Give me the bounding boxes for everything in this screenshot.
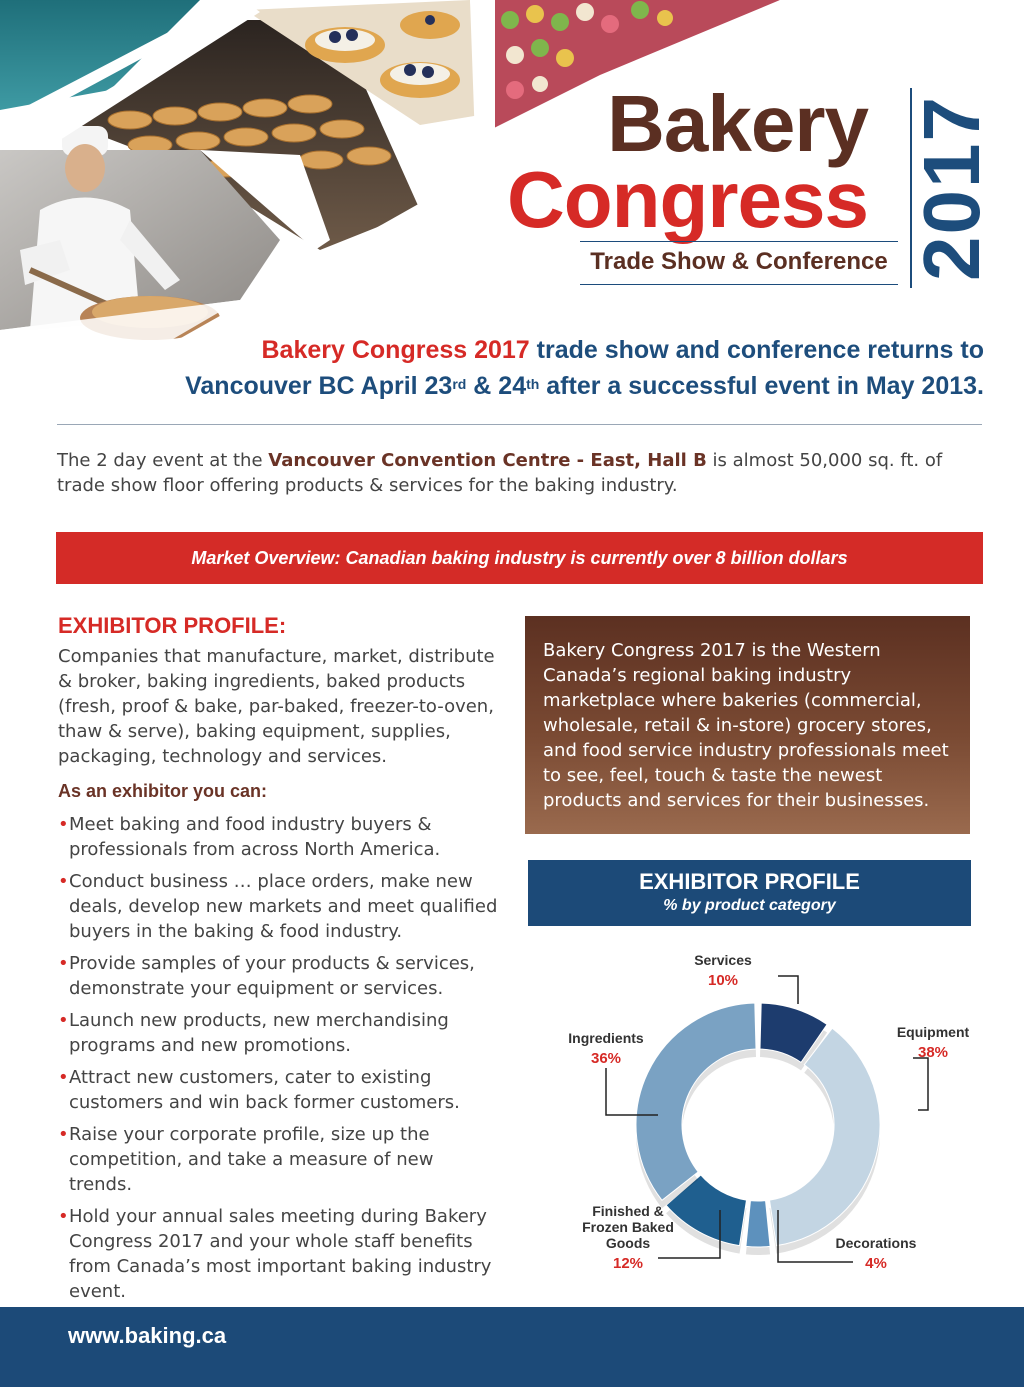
- chart-title: EXHIBITOR PROFILE: [639, 869, 860, 894]
- footer-bar: [0, 1307, 1024, 1387]
- headline-line-2: [124, 368, 984, 404]
- value-label: 12%: [612, 1255, 644, 1272]
- exhibitor-profile-donut-chart: [528, 940, 988, 1290]
- headline-sup-rd: rd: [452, 376, 467, 392]
- category-label: Finished &: [592, 1203, 664, 1219]
- exhibitor-profile-heading: EXHIBITOR PROFILE:: [58, 613, 287, 638]
- category-label: Goods: [605, 1235, 651, 1251]
- headline-line2-end: after a successful event in May 2013.: [539, 372, 984, 400]
- donut-slice-decorations: [746, 1201, 770, 1247]
- list-item-text: Launch new products, new merchandising programs and new promotions.: [69, 1010, 449, 1056]
- list-item: [58, 1122, 498, 1197]
- bullet-icon: •: [58, 1010, 69, 1031]
- list-item: [58, 869, 498, 944]
- bullet-icon: •: [58, 814, 69, 835]
- intro-suffix: is almost 50,000 sq. ft. of trade show floor offering products & services for the baking industry.: [57, 450, 943, 496]
- headline-date-amp: & 24: [466, 372, 527, 400]
- headline-date-start: Vancouver BC April 23: [185, 372, 453, 400]
- category-label: Decorations: [835, 1235, 917, 1251]
- chart-header-box: [528, 860, 971, 926]
- exhibitor-description: Companies that manufacture, market, distribute & broker, baking ingredients, baked products (fresh, proof & bake, par-baked, freezer-to-oven, thaw & serve), baking equipment, supplies, packaging, technology and services.: [58, 646, 495, 767]
- chart-subtitle: % by product category: [663, 897, 836, 914]
- list-item-text: Conduct business … place orders, make new deals, develop new markets and meet qualified buyers in the baking & food industry.: [69, 871, 498, 942]
- list-item-text: Provide samples of your products & services, demonstrate your equipment or services.: [69, 953, 475, 999]
- list-item-text: Hold your annual sales meeting during Bakery Congress 2017 and your whole staff benefits from Canada’s most important baking industry event.: [69, 1206, 492, 1302]
- headline-divider: [57, 424, 982, 425]
- category-label: Equipment: [896, 1024, 970, 1040]
- list-item: [58, 812, 498, 862]
- category-label: Services: [694, 952, 752, 968]
- list-item-text: Meet baking and food industry buyers & professionals from across North America.: [69, 814, 441, 860]
- value-label: 38%: [917, 1044, 949, 1061]
- title-divider-top: [580, 241, 898, 242]
- title-year: 2017: [907, 95, 996, 281]
- bullet-icon: •: [58, 1206, 69, 1227]
- list-item-text: Raise your corporate profile, size up the competition, and take a measure of new trends.: [69, 1124, 434, 1195]
- list-item: [58, 1008, 498, 1058]
- list-item-text: Attract new customers, cater to existing customers and win back former customers.: [69, 1067, 460, 1113]
- list-item: [58, 1204, 498, 1304]
- exhibitor-benefits-heading: As an exhibitor you can:: [58, 781, 268, 801]
- headline-line-1: [124, 332, 984, 368]
- list-item: [58, 1065, 498, 1115]
- intro-prefix: The 2 day event at the: [57, 450, 269, 471]
- donut-slice-ingredients: [636, 1003, 756, 1200]
- list-item: [58, 951, 498, 1001]
- value-label: 4%: [865, 1255, 887, 1272]
- value-label: 36%: [590, 1050, 622, 1067]
- title-congress: Congress: [507, 155, 868, 244]
- about-box: Bakery Congress 2017 is the Western Canada’s regional baking industry marketplace where bakeries (commercial, wholesale, retail & in-store) grocery stores, and food service industry professionals meet to see, feel, touch & taste the newest products and services for their businesses.: [525, 616, 970, 834]
- intro-paragraph: [57, 448, 987, 498]
- leader-line: [913, 1058, 928, 1110]
- bullet-icon: •: [58, 1124, 69, 1145]
- headline-line1-text: trade show and conference returns to: [536, 336, 984, 364]
- headline-event-name: Bakery Congress 2017: [261, 336, 530, 364]
- category-label: Frozen Baked: [582, 1219, 674, 1235]
- bullet-icon: •: [58, 953, 69, 974]
- category-label: Ingredients: [568, 1030, 644, 1046]
- title-block: [480, 70, 1000, 300]
- headline: [124, 332, 984, 404]
- market-overview-banner: Market Overview: Canadian baking industry is currently over 8 billion dollars: [56, 532, 983, 584]
- bullet-icon: •: [58, 1067, 69, 1088]
- title-subtitle: Trade Show & Conference: [590, 248, 888, 275]
- leader-line: [778, 976, 798, 1004]
- value-label: 10%: [707, 972, 739, 989]
- bullet-icon: •: [58, 871, 69, 892]
- title-divider-bottom: [580, 284, 898, 285]
- headline-sup-th: th: [526, 376, 540, 392]
- intro-venue: Vancouver Convention Centre - East, Hall B: [268, 450, 707, 471]
- title-bakery: Bakery: [607, 79, 868, 168]
- exhibitor-benefits-list: [58, 812, 498, 1311]
- footer-website-link[interactable]: www.baking.ca: [68, 1323, 227, 1348]
